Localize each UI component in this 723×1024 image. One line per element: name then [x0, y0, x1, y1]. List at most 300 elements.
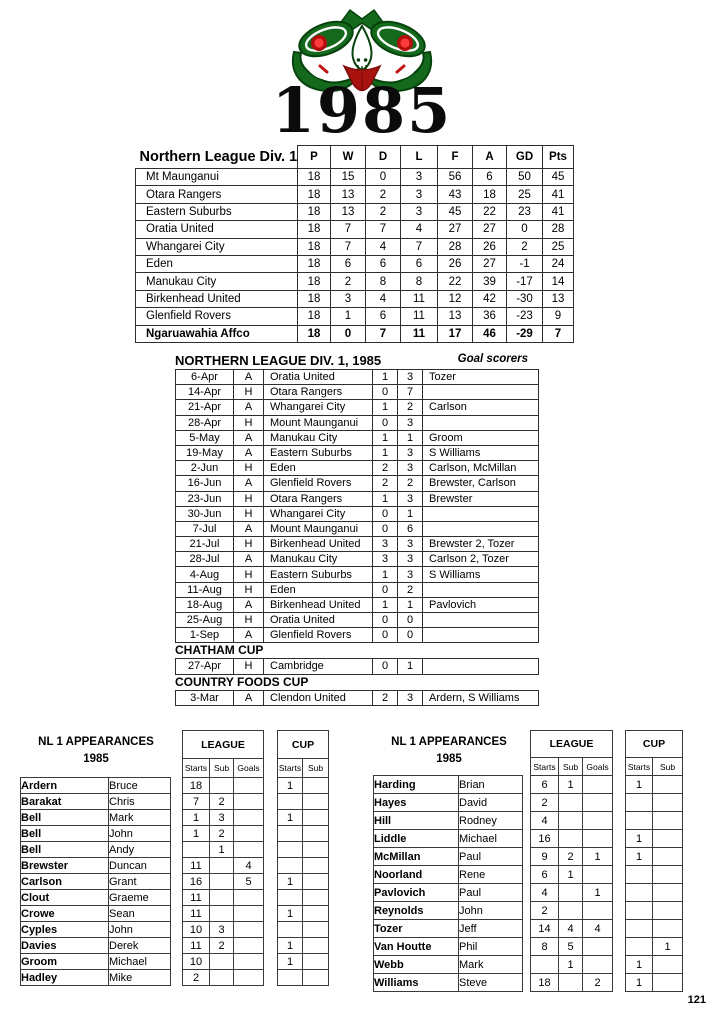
player-name-row-surname: McMillan — [374, 848, 459, 866]
player-name-row-firstname: Rodney — [459, 812, 523, 830]
standings-row-d: 0 — [366, 169, 401, 186]
match-row-gf: 0 — [373, 659, 398, 674]
match-row-venue: A — [234, 476, 264, 491]
standings-row-w: 0 — [331, 325, 366, 342]
standings-row-p: 18 — [298, 186, 331, 203]
match-row-venue: H — [234, 613, 264, 628]
match-row-gf: 2 — [373, 476, 398, 491]
cup-stat-row-cs: 1 — [278, 906, 303, 922]
country-foods-cup-heading: COUNTRY FOODS CUP — [175, 674, 309, 689]
league-stat-row-ls — [531, 956, 559, 974]
league-stat-row-lb: 3 — [210, 922, 234, 938]
league-stat-row-lg — [234, 938, 264, 954]
league-stat-row — [183, 874, 264, 890]
cup-stat-row — [278, 890, 329, 906]
player-name-row-firstname: Michael — [109, 954, 171, 970]
match-row-venue: A — [234, 628, 264, 643]
appearances-right-title-line1: NL 1 APPEARANCES — [391, 736, 507, 748]
league-stat-row-ls: 1 — [183, 826, 210, 842]
standings-row — [136, 290, 574, 307]
league-stat-row-lb — [210, 970, 234, 986]
match-row-ga: 1 — [398, 506, 423, 521]
standings-row — [136, 221, 574, 238]
appearances-right-cup-table — [625, 730, 683, 992]
standings-row-a: 27 — [473, 255, 507, 272]
standings-row-d: 6 — [366, 308, 401, 325]
standings-row — [136, 238, 574, 255]
appearances-left-names-table — [20, 777, 171, 986]
match-row-opponent: Eastern Suburbs — [264, 445, 373, 460]
league-stat-row — [531, 956, 613, 974]
standings-row-gd: 2 — [507, 238, 543, 255]
match-row-gf: 1 — [373, 597, 398, 612]
standings-row-l: 11 — [401, 308, 438, 325]
player-name-row — [374, 974, 523, 992]
player-name-row-firstname: Mike — [109, 970, 171, 986]
match-row-opponent: Mount Maunganui — [264, 521, 373, 536]
standings-row-a: 6 — [473, 169, 507, 186]
player-name-row — [374, 902, 523, 920]
appearances-left-cup-table — [277, 730, 329, 986]
match-row-opponent: Whangarei City — [264, 400, 373, 415]
league-stat-row — [183, 778, 264, 794]
standings-row-a: 46 — [473, 325, 507, 342]
league-stat-row — [531, 848, 613, 866]
league-stat-row-lg — [583, 866, 613, 884]
match-row-opponent: Manukau City — [264, 552, 373, 567]
country-foods-cup-table — [175, 690, 539, 706]
match-row-scorers — [423, 613, 539, 628]
league-stat-row-lb — [210, 874, 234, 890]
cup-stat-row — [278, 922, 329, 938]
match-row-venue: A — [234, 597, 264, 612]
match-row-gf: 0 — [373, 582, 398, 597]
player-name-row-firstname: Andy — [109, 842, 171, 858]
standings-row-f: 12 — [438, 290, 473, 307]
cup-stat-row-cs — [278, 858, 303, 874]
match-row-date: 25-Aug — [176, 613, 234, 628]
league-stat-row — [531, 902, 613, 920]
match-row-gf: 3 — [373, 552, 398, 567]
match-row — [176, 613, 539, 628]
match-row-opponent: Glenfield Rovers — [264, 628, 373, 643]
player-name-row — [21, 906, 171, 922]
cup-stat-row — [278, 842, 329, 858]
match-row-gf: 1 — [373, 430, 398, 445]
standings-row-p: 18 — [298, 308, 331, 325]
player-name-row — [21, 922, 171, 938]
standings-table — [135, 145, 574, 343]
player-name-row — [374, 848, 523, 866]
match-row-date: 19-May — [176, 445, 234, 460]
cup-stat-row — [626, 902, 683, 920]
match-row-venue: A — [234, 552, 264, 567]
league-stat-row — [183, 906, 264, 922]
standings-header-row — [136, 146, 574, 169]
cup-stat-row-cb — [303, 970, 329, 986]
standings-row-team: Manukau City — [136, 273, 298, 290]
league-stat-row-lg: 5 — [234, 874, 264, 890]
league-stat-row-ls: 2 — [183, 970, 210, 986]
match-row-venue: H — [234, 582, 264, 597]
cup-stat-row — [278, 858, 329, 874]
league-stat-row-ls: 14 — [531, 920, 559, 938]
player-name-row-firstname: Jeff — [459, 920, 523, 938]
league-stat-row-ls: 8 — [531, 938, 559, 956]
league-stat-row-lb: 1 — [559, 776, 583, 794]
match-row-gf: 1 — [373, 445, 398, 460]
cup-stat-row-cb — [653, 812, 683, 830]
league-stat-row — [531, 866, 613, 884]
cup-label: CUP — [278, 731, 329, 759]
match-row-scorers: Brewster — [423, 491, 539, 506]
appearances-right-title — [373, 734, 525, 768]
standings-row-p: 18 — [298, 290, 331, 307]
league-stat-row-lb: 5 — [559, 938, 583, 956]
standings-row — [136, 325, 574, 342]
results-section — [175, 352, 539, 706]
league-stat-row-lg — [234, 954, 264, 970]
cup-stat-row — [278, 970, 329, 986]
match-row-venue: A — [234, 445, 264, 460]
standings-row-w: 7 — [331, 221, 366, 238]
league-stat-row-lb — [559, 974, 583, 992]
match-row-venue: H — [234, 385, 264, 400]
cup-stat-row-cs: 1 — [278, 954, 303, 970]
cup-stat-row-cs: 1 — [278, 810, 303, 826]
match-row-venue: H — [234, 659, 264, 674]
logo-year-text: 1985 — [271, 74, 453, 147]
match-row-date: 21-Jul — [176, 537, 234, 552]
league-stat-row-lg — [234, 794, 264, 810]
league-stat-row-lg — [234, 778, 264, 794]
player-name-row-surname: Cyples — [21, 922, 109, 938]
player-name-row-firstname: Duncan — [109, 858, 171, 874]
league-stat-row — [183, 922, 264, 938]
cup-stat-row-cb — [303, 842, 329, 858]
cup-stat-row — [626, 974, 683, 992]
club-logo — [271, 6, 453, 147]
league-stat-row-lb: 2 — [210, 794, 234, 810]
standings-row-d: 6 — [366, 255, 401, 272]
cup-stat-row — [278, 778, 329, 794]
standings-row-w: 6 — [331, 255, 366, 272]
standings-row-a: 18 — [473, 186, 507, 203]
cup-stat-row — [626, 848, 683, 866]
cup-stat-row-cb — [653, 866, 683, 884]
league-stat-row-lg — [234, 826, 264, 842]
player-name-row — [374, 812, 523, 830]
league-stat-row — [531, 920, 613, 938]
match-row-scorers — [423, 521, 539, 536]
league-stat-row-lg: 2 — [583, 974, 613, 992]
player-name-row-firstname: Paul — [459, 884, 523, 902]
match-row — [176, 628, 539, 643]
player-name-row — [374, 776, 523, 794]
league-stat-row-lg — [583, 812, 613, 830]
match-row-date: 7-Jul — [176, 521, 234, 536]
player-name-row-firstname: Phil — [459, 938, 523, 956]
league-stat-row-ls: 10 — [183, 922, 210, 938]
player-name-row-surname: Tozer — [374, 920, 459, 938]
player-name-row-surname: Noorland — [374, 866, 459, 884]
cup-stat-row-cs — [278, 890, 303, 906]
cup-stat-row-cb — [303, 858, 329, 874]
standings-row-pts: 45 — [543, 169, 574, 186]
league-stat-row-lg: 1 — [583, 848, 613, 866]
league-stat-row-lb: 2 — [210, 826, 234, 842]
cup-stat-row — [278, 906, 329, 922]
standings-row-f: 28 — [438, 238, 473, 255]
standings-row-w: 7 — [331, 238, 366, 255]
standings-row-a: 36 — [473, 308, 507, 325]
player-name-row-firstname: Grant — [109, 874, 171, 890]
standings-row-a: 22 — [473, 203, 507, 220]
league-stat-row-lg — [234, 970, 264, 986]
match-row-scorers — [423, 385, 539, 400]
appearances-left-title — [20, 734, 172, 768]
cup-stat-row-cb — [653, 956, 683, 974]
match-row-ga: 3 — [398, 690, 423, 705]
player-name-row-firstname: Chris — [109, 794, 171, 810]
player-name-row-surname: Bell — [21, 826, 109, 842]
match-row-opponent: Manukau City — [264, 430, 373, 445]
league-stat-row-ls: 6 — [531, 776, 559, 794]
player-name-row-surname: Clout — [21, 890, 109, 906]
cup-stat-row-cs — [626, 902, 653, 920]
player-name-row-surname: Ardern — [21, 778, 109, 794]
league-stat-row — [531, 776, 613, 794]
match-row-opponent: Eastern Suburbs — [264, 567, 373, 582]
league-stat-row — [183, 858, 264, 874]
player-name-row — [374, 956, 523, 974]
cup-stat-row-cs — [278, 842, 303, 858]
standings-row-f: 26 — [438, 255, 473, 272]
cup-stat-row-cb — [303, 890, 329, 906]
match-row-scorers: Carlson, McMillan — [423, 461, 539, 476]
cup-stat-row-cs: 1 — [626, 830, 653, 848]
chatham-cup-table — [175, 658, 539, 674]
cup-stat-row-cs: 1 — [626, 956, 653, 974]
match-row-scorers: Carlson 2, Tozer — [423, 552, 539, 567]
cup-stat-row-cb — [653, 830, 683, 848]
standings-row-f: 43 — [438, 186, 473, 203]
player-name-row — [21, 954, 171, 970]
cup-stat-row-cb — [653, 848, 683, 866]
match-row-date: 2-Jun — [176, 461, 234, 476]
cup-stat-row-cs — [626, 866, 653, 884]
cup-stat-row-cb — [653, 776, 683, 794]
cup-stat-row-cs: 1 — [278, 778, 303, 794]
match-row-date: 5-May — [176, 430, 234, 445]
match-row-opponent: Otara Rangers — [264, 491, 373, 506]
league-stat-row-lb — [210, 906, 234, 922]
standings-row-team: Otara Rangers — [136, 186, 298, 203]
player-name-row-surname: Crowe — [21, 906, 109, 922]
match-row-scorers: Brewster 2, Tozer — [423, 537, 539, 552]
match-row — [176, 385, 539, 400]
match-row-venue: H — [234, 461, 264, 476]
league-stat-row-lb — [210, 890, 234, 906]
standings-row-a: 42 — [473, 290, 507, 307]
standings-col-a: A — [473, 146, 507, 169]
match-row-date: 14-Apr — [176, 385, 234, 400]
cup-stat-row — [626, 812, 683, 830]
cup-stat-row — [278, 794, 329, 810]
league-stat-row — [531, 938, 613, 956]
standings-row-gd: -30 — [507, 290, 543, 307]
match-row — [176, 537, 539, 552]
match-row-date: 4-Aug — [176, 567, 234, 582]
standings-row-f: 13 — [438, 308, 473, 325]
standings-row-p: 18 — [298, 238, 331, 255]
player-name-row-surname: Barakat — [21, 794, 109, 810]
cup-stat-row-cb — [303, 874, 329, 890]
league-stat-row-lg — [234, 906, 264, 922]
cup-stat-row-cs — [626, 812, 653, 830]
match-row-scorers: Brewster, Carlson — [423, 476, 539, 491]
match-row-opponent: Mount Maunganui — [264, 415, 373, 430]
cup-stat-row-cs — [626, 938, 653, 956]
player-name-row — [21, 842, 171, 858]
player-name-row-firstname: Paul — [459, 848, 523, 866]
match-row-scorers — [423, 628, 539, 643]
cup-stat-row-cs: 1 — [278, 874, 303, 890]
player-name-row — [21, 874, 171, 890]
match-row-ga: 3 — [398, 415, 423, 430]
player-name-row — [374, 920, 523, 938]
country-foods-cup-body — [176, 690, 539, 705]
standings-col-f: F — [438, 146, 473, 169]
standings-col-l: L — [401, 146, 438, 169]
league-stat-row — [183, 826, 264, 842]
player-name-row-firstname: Brian — [459, 776, 523, 794]
standings-row-w: 13 — [331, 186, 366, 203]
cup-stat-row-cs: 1 — [626, 776, 653, 794]
player-name-row — [21, 970, 171, 986]
match-row-venue: A — [234, 690, 264, 705]
match-row — [176, 659, 539, 674]
cup-stat-row — [278, 810, 329, 826]
match-row-date: 27-Apr — [176, 659, 234, 674]
match-row-scorers: Groom — [423, 430, 539, 445]
league-stat-row-lb — [559, 902, 583, 920]
standings-row-l: 7 — [401, 238, 438, 255]
standings-row-team: Whangarei City — [136, 238, 298, 255]
cup-stat-row-cb — [303, 794, 329, 810]
match-row-venue: H — [234, 567, 264, 582]
cup-stat-row-cs — [626, 794, 653, 812]
standings-row-l: 3 — [401, 186, 438, 203]
player-name-row — [374, 866, 523, 884]
appearances-left-league-table — [182, 730, 264, 986]
league-stat-row-lg — [234, 810, 264, 826]
cup-stat-row — [278, 874, 329, 890]
league-stat-row-lb — [559, 884, 583, 902]
player-name-row-firstname: Michael — [459, 830, 523, 848]
league-label: LEAGUE — [531, 731, 613, 758]
standings-col-d: D — [366, 146, 401, 169]
league-stat-row-ls — [183, 842, 210, 858]
cup-stat-row — [626, 794, 683, 812]
league-stat-row-lb — [210, 778, 234, 794]
match-row — [176, 506, 539, 521]
match-row-date: 30-Jun — [176, 506, 234, 521]
league-stat-row — [183, 810, 264, 826]
match-row-ga: 6 — [398, 521, 423, 536]
standings-row-pts: 41 — [543, 186, 574, 203]
appearances-left-section — [20, 730, 360, 1000]
match-row — [176, 461, 539, 476]
league-stat-row — [531, 884, 613, 902]
cup-stat-row-cb — [653, 920, 683, 938]
player-name-row-firstname: Rene — [459, 866, 523, 884]
league-stat-row — [183, 794, 264, 810]
match-row-venue: A — [234, 521, 264, 536]
match-row-gf: 1 — [373, 491, 398, 506]
cup-stat-row — [626, 776, 683, 794]
match-row — [176, 491, 539, 506]
cup-stat-row — [626, 938, 683, 956]
match-row-ga: 1 — [398, 659, 423, 674]
league-label: LEAGUE — [183, 731, 264, 759]
standings-row-w: 13 — [331, 203, 366, 220]
standings-row-team: Oratia United — [136, 221, 298, 238]
player-name-row-surname: Reynolds — [374, 902, 459, 920]
standings-row-pts: 14 — [543, 273, 574, 290]
match-row-opponent: Otara Rangers — [264, 385, 373, 400]
match-row-gf: 2 — [373, 690, 398, 705]
appearances-right-league-table — [530, 730, 613, 992]
cup-stat-row-cb — [303, 938, 329, 954]
match-row-ga: 7 — [398, 385, 423, 400]
match-row — [176, 567, 539, 582]
match-row-gf: 1 — [373, 370, 398, 385]
player-name-row-firstname: Bruce — [109, 778, 171, 794]
standings-row — [136, 186, 574, 203]
league-stat-row-lg — [234, 890, 264, 906]
standings-row-team: Birkenhead United — [136, 290, 298, 307]
standings-row-p: 18 — [298, 169, 331, 186]
league-stat-row-lb — [210, 954, 234, 970]
player-name-row-surname: Liddle — [374, 830, 459, 848]
player-name-row-surname: Pavlovich — [374, 884, 459, 902]
match-row-opponent: Eden — [264, 582, 373, 597]
match-row-scorers: Ardern, S Williams — [423, 690, 539, 705]
standings-row-d: 2 — [366, 186, 401, 203]
league-stat-row-ls: 18 — [183, 778, 210, 794]
appearances-right-league-body — [531, 776, 613, 992]
player-name-row-firstname: Graeme — [109, 890, 171, 906]
match-row-venue: A — [234, 400, 264, 415]
standings-row-p: 18 — [298, 203, 331, 220]
match-row-scorers — [423, 659, 539, 674]
standings-row-l: 4 — [401, 221, 438, 238]
appearances-right-title-line2: 1985 — [436, 753, 462, 765]
match-row-scorers: Tozer — [423, 370, 539, 385]
cup-stat-row — [626, 920, 683, 938]
player-name-row-surname: Webb — [374, 956, 459, 974]
player-name-row — [21, 858, 171, 874]
player-name-row-surname: Groom — [21, 954, 109, 970]
standings-row-a: 27 — [473, 221, 507, 238]
standings-row-pts: 25 — [543, 238, 574, 255]
cup-stat-row-cb — [653, 794, 683, 812]
player-name-row-surname: Van Houtte — [374, 938, 459, 956]
league-stat-row-lg: 1 — [583, 884, 613, 902]
league-results-body — [176, 370, 539, 643]
league-starts-label: Starts — [183, 759, 210, 778]
